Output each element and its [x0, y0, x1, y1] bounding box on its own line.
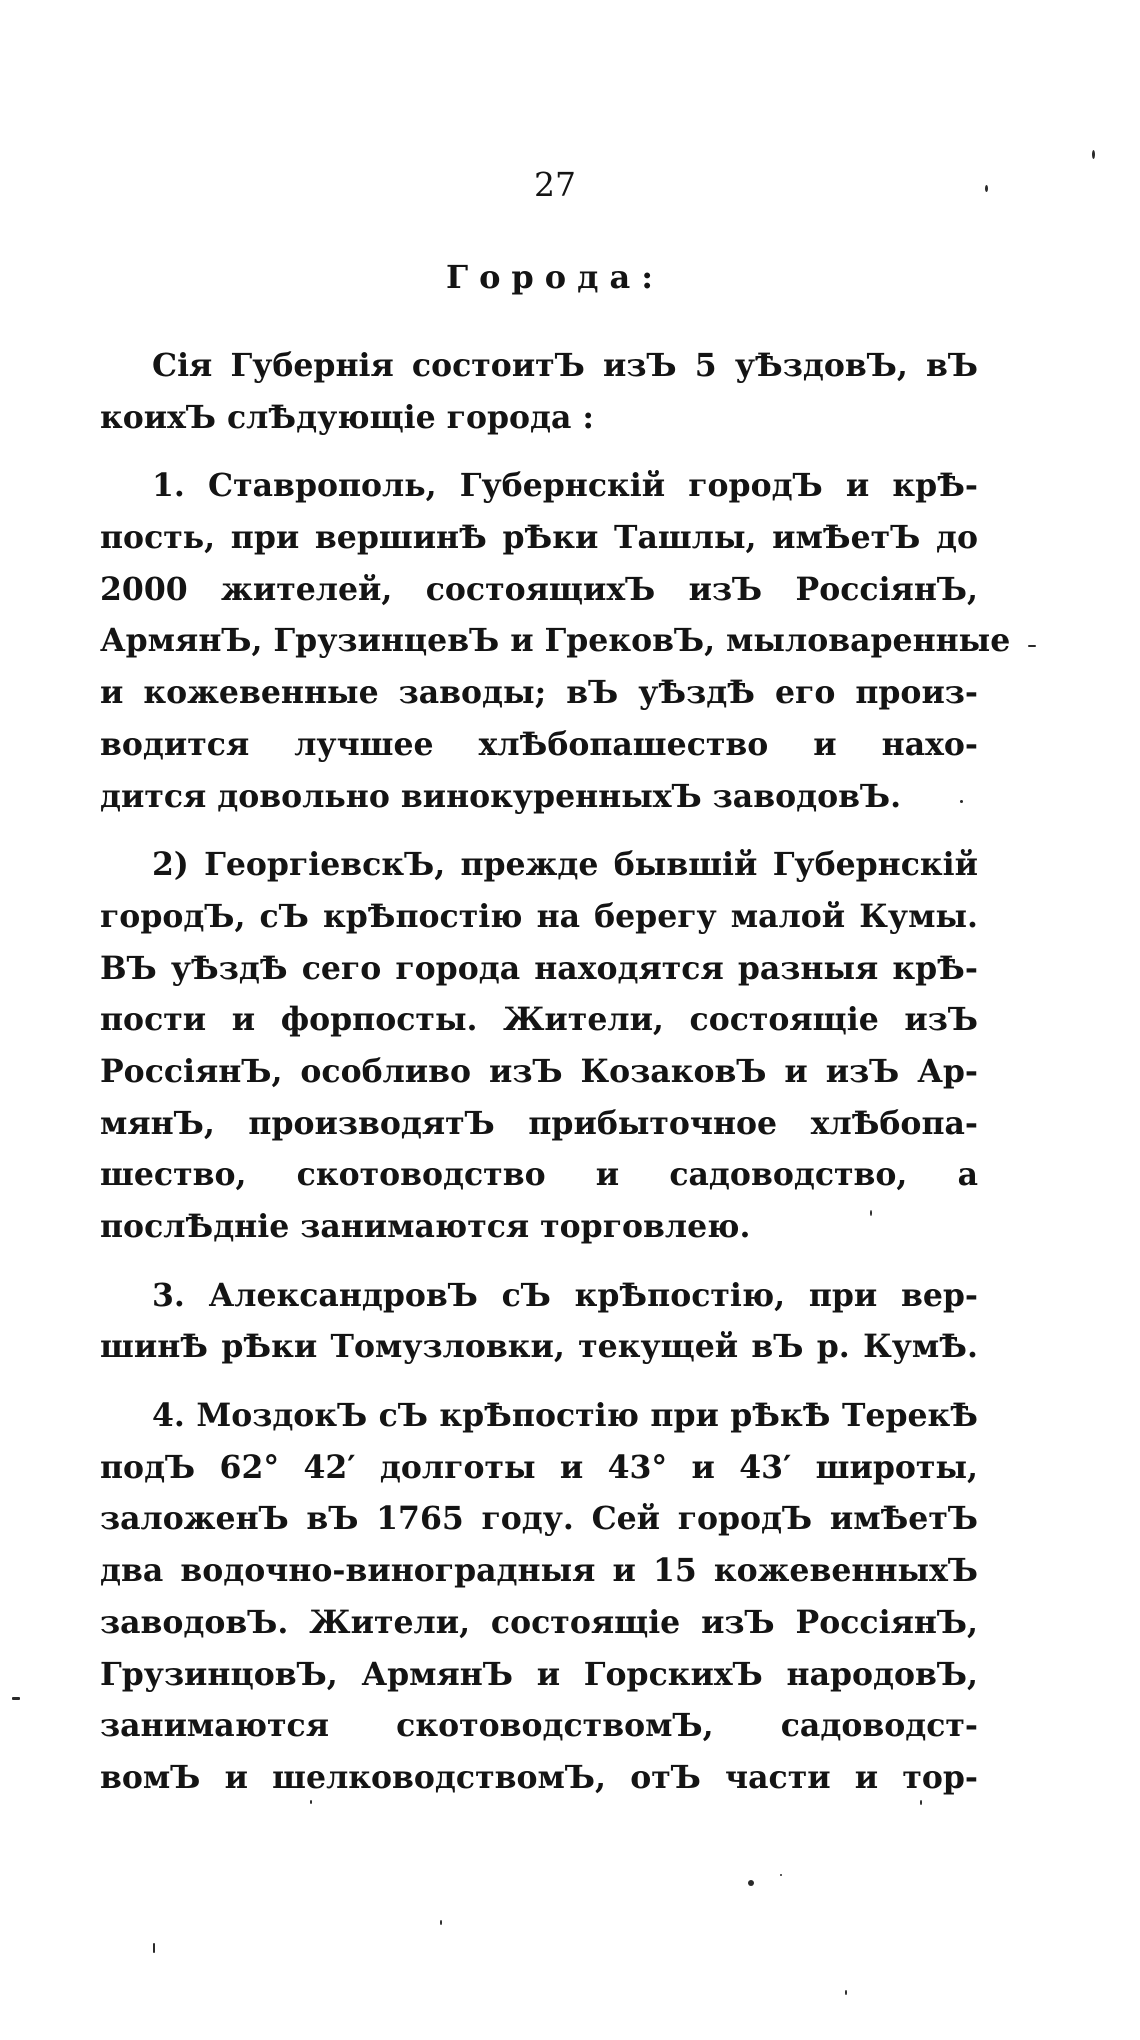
- text-line: и кожевенные заводы; вЪ уѢздѢ его произ-: [100, 674, 978, 712]
- scan-speck: [1092, 150, 1095, 159]
- text-line: подЪ 62° 42′ долготы и 43° и 43′ широты,: [100, 1448, 978, 1486]
- text-line: заложенЪ вЪ 1765 году. Сей городЪ имѢетЪ: [100, 1500, 978, 1538]
- page-number: 27: [534, 165, 576, 204]
- scan-speck: [153, 1943, 155, 1953]
- text-line: заводовЪ. Жители, состоящіе изЪ РоссіянЪ,: [100, 1603, 978, 1641]
- scan-speck: [960, 800, 963, 803]
- scan-speck: [780, 1874, 782, 1876]
- text-line: занимаются скотоводствомЪ, садоводст-: [100, 1707, 978, 1745]
- text-line: дится довольно винокуренныхЪ заводовЪ.: [100, 777, 902, 815]
- scan-speck: [1028, 645, 1036, 647]
- body-text: [100, 340, 1011, 1821]
- paragraph-georgievsk: [100, 839, 978, 1253]
- scan-speck: [870, 1210, 872, 1216]
- text-line: 1. Ставрополь, Губернскій городЪ и крѢ-: [152, 467, 978, 505]
- text-line: Сія Губернія состоитЪ изЪ 5 уѢздовЪ, вЪ: [152, 347, 978, 384]
- paragraph-stavropol: [100, 460, 1011, 822]
- text-line: вомЪ и шелководствомЪ, отЪ части и тор-: [100, 1758, 978, 1796]
- text-line: 2) ГеоргіевскЪ, прежде бывшій Губернскій: [152, 846, 978, 884]
- text-line: пость, при вершинѢ рѢки Ташлы, имѢетЪ до: [100, 519, 978, 557]
- text-line: ВЪ уѢздѢ сего города находятся разныя крѢ-: [100, 949, 978, 987]
- paragraph-mozdok: [100, 1390, 978, 1804]
- scan-speck: [440, 1920, 442, 1925]
- text-line: 2000 жителей, состоящихЪ изЪ РоссіянЪ,: [100, 570, 978, 608]
- text-line: 3. АлександровЪ сЪ крѢпостію, при вер-: [152, 1276, 978, 1314]
- text-line: мянЪ, производятЪ прибыточное хлѢбопа-: [100, 1104, 978, 1142]
- text-line: 4. МоздокЪ сЪ крѢпостію при рѢкѢ ТерекѢ: [152, 1397, 978, 1435]
- text-line: пости и форпосты. Жители, состоящіе изЪ: [100, 1001, 978, 1039]
- scan-speck: [748, 1880, 754, 1886]
- section-heading: Города:: [445, 258, 665, 296]
- scan-speck: [920, 1800, 922, 1805]
- paragraph-intro: [100, 340, 978, 443]
- text-line: водится лучшее хлѢбопашество и нахо-: [100, 725, 978, 763]
- text-line: шество, скотоводство и садоводство, а: [100, 1156, 978, 1194]
- scan-speck: [310, 1800, 312, 1804]
- text-line: послѢдніе занимаются торговлею.: [100, 1208, 751, 1245]
- scan-speck: [12, 1697, 20, 1700]
- text-line: АрмянЪ, ГрузинцевЪ и ГрековЪ, мыловаренные: [100, 622, 1011, 660]
- text-line: городЪ, сЪ крѢпостію на берегу малой Кумы.: [100, 897, 978, 935]
- text-line: два водочно-виноградныя и 15 кожевенныхЪ: [100, 1552, 978, 1590]
- scan-speck: [985, 185, 988, 192]
- text-line: коихЪ слѢдующіе города :: [100, 398, 594, 436]
- scan-speck: [845, 1990, 847, 1995]
- paragraph-aleksandrov: [100, 1270, 978, 1373]
- text-line: ГрузинцовЪ, АрмянЪ и ГорскихЪ народовЪ,: [100, 1655, 978, 1693]
- text-line: РоссіянЪ, особливо изЪ КозаковЪ и изЪ Ар-: [100, 1052, 978, 1090]
- text-line: шинѢ рѢки Томузловки, текущей вЪ р. КумѢ.: [100, 1328, 978, 1366]
